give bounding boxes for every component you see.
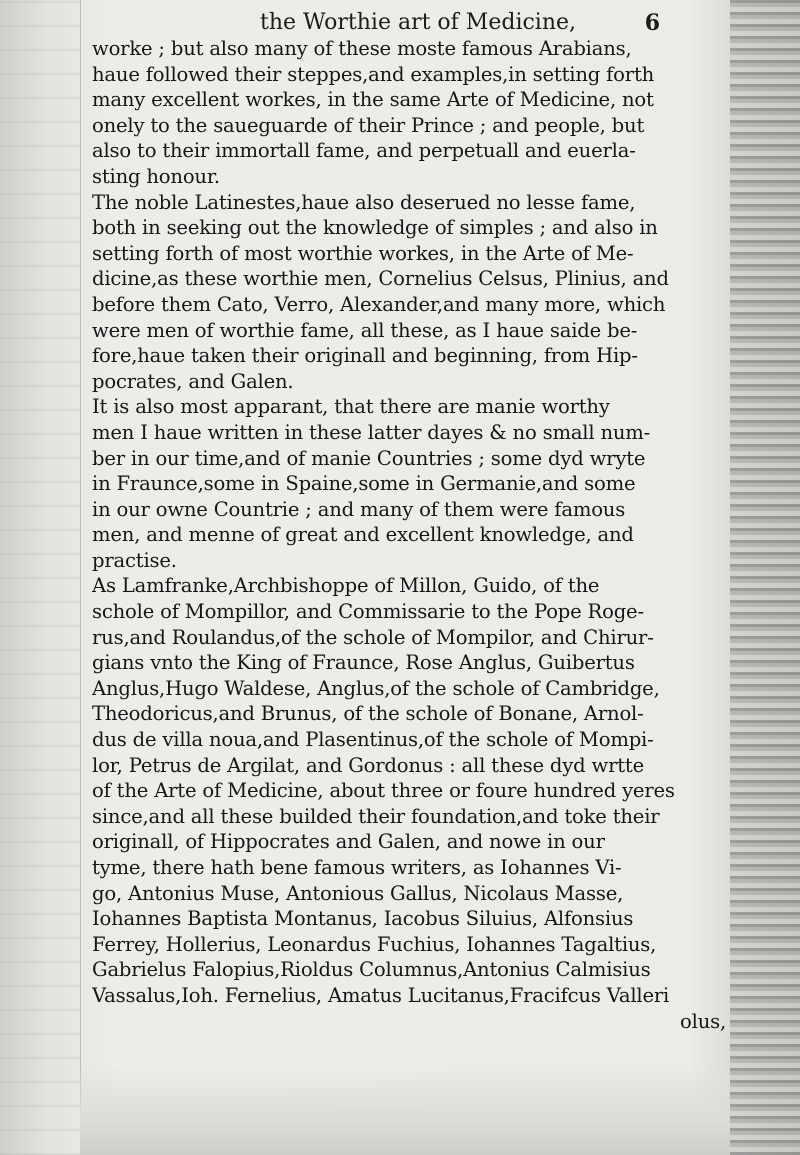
text-line: Anglus,Hugo Waldese, Anglus,of the schole of Cambridge, bbox=[92, 676, 660, 700]
text-line: Theodoricus,and Brunus, of the schole of Bonane, Arnol- bbox=[92, 702, 644, 726]
text-line: worke ; but also many of these moste famous Arabians, bbox=[92, 37, 632, 60]
text-line: The noble Latinestes,haue also deserued no lesse fame, bbox=[92, 190, 636, 214]
text-line: sting honour. bbox=[92, 164, 220, 188]
text-line: schole of Mompillor, and Commissarie to the Pope Roge- bbox=[92, 600, 644, 624]
text-line: before them Cato, Verro, Alexander,and many more, which bbox=[92, 292, 666, 316]
text-line: olus, bbox=[680, 1009, 726, 1033]
text-line: Ferrey, Hollerius, Leonardus Fuchius, Iohannes Tagaltius, bbox=[92, 932, 657, 956]
text-line: since,and all these builded their foundation,and toke their bbox=[92, 804, 660, 828]
text-line: dicine,as these worthie men, Cornelius Celsus, Plinius, and bbox=[92, 267, 669, 291]
text-line: It is also most apparant, that there are manie worthy bbox=[92, 395, 610, 419]
text-line: rus,and Roulandus,of the schole of Mompilor, and Chirur- bbox=[92, 625, 654, 649]
text-line: were men of worthie fame, all these, as I haue saide be- bbox=[92, 318, 638, 342]
text-line: lor, Petrus de Argilat, and Gordonus : all these dyd wrtte bbox=[92, 753, 644, 777]
adjacent-page-edge bbox=[0, 0, 81, 1155]
text-line: many excellent workes, in the same Arte of Medicine, not bbox=[92, 88, 654, 112]
text-line: practise. bbox=[92, 548, 177, 572]
page-fore-edge bbox=[730, 0, 800, 1155]
text-line: men I haue written in these latter dayes & no small num- bbox=[92, 420, 651, 444]
text-line: haue followed their steppes,and examples,in setting forth bbox=[92, 62, 655, 86]
text-line: Iohannes Baptista Montanus, Iacobus Siluius, Alfonsius bbox=[92, 907, 634, 931]
text-line: tyme, there hath bene famous writers, as Iohannes Vi- bbox=[92, 856, 622, 879]
text-line: Vassalus,Ioh. Fernelius, Amatus Lucitanus,Fracifcus Valleri bbox=[92, 983, 670, 1007]
running-title: the Worthie art of Medicine, bbox=[260, 10, 577, 35]
page-bottom-shadow bbox=[80, 1065, 730, 1155]
page-number: 6 bbox=[644, 10, 660, 36]
body-text bbox=[92, 36, 726, 1034]
text-line: Gabrielus Falopius,Rioldus Columnus,Antonius Calmisius bbox=[92, 958, 651, 982]
text-line: setting forth of most worthie workes, in the Arte of Me- bbox=[92, 241, 634, 265]
text-line: fore,haue taken their originall and beginning, from Hip- bbox=[92, 344, 638, 368]
text-line: ber in our time,and of manie Countries ; some dyd wryte bbox=[92, 446, 646, 470]
text-line: As Lamfranke,Archbishoppe of Millon, Guido, of the bbox=[92, 574, 600, 598]
text-line: in our owne Countrie ; and many of them were famous bbox=[92, 497, 626, 521]
text-line: in Fraunce,some in Spaine,some in Germanie,and some bbox=[92, 472, 636, 496]
text-line: also to their immortall fame, and perpetuall and euerla- bbox=[92, 139, 636, 163]
text-line: onely to the saueguarde of their Prince ; and people, but bbox=[92, 113, 645, 137]
text-line: both in seeking out the knowledge of simples ; and also in bbox=[92, 216, 658, 240]
text-line: originall, of Hippocrates and Galen, and nowe in our bbox=[92, 830, 605, 854]
text-line: gians vnto the King of Fraunce, Rose Anglus, Guibertus bbox=[92, 651, 635, 675]
text-line: pocrates, and Galen. bbox=[92, 369, 294, 393]
text-line: go, Antonius Muse, Antonious Gallus, Nicolaus Masse, bbox=[92, 881, 624, 905]
text-line: men, and menne of great and excellent knowledge, and bbox=[92, 523, 634, 547]
text-line: dus de villa noua,and Plasentinus,of the schole of Mompi- bbox=[92, 728, 654, 752]
text-line: of the Arte of Medicine, about three or foure hundred yeres bbox=[92, 779, 675, 803]
